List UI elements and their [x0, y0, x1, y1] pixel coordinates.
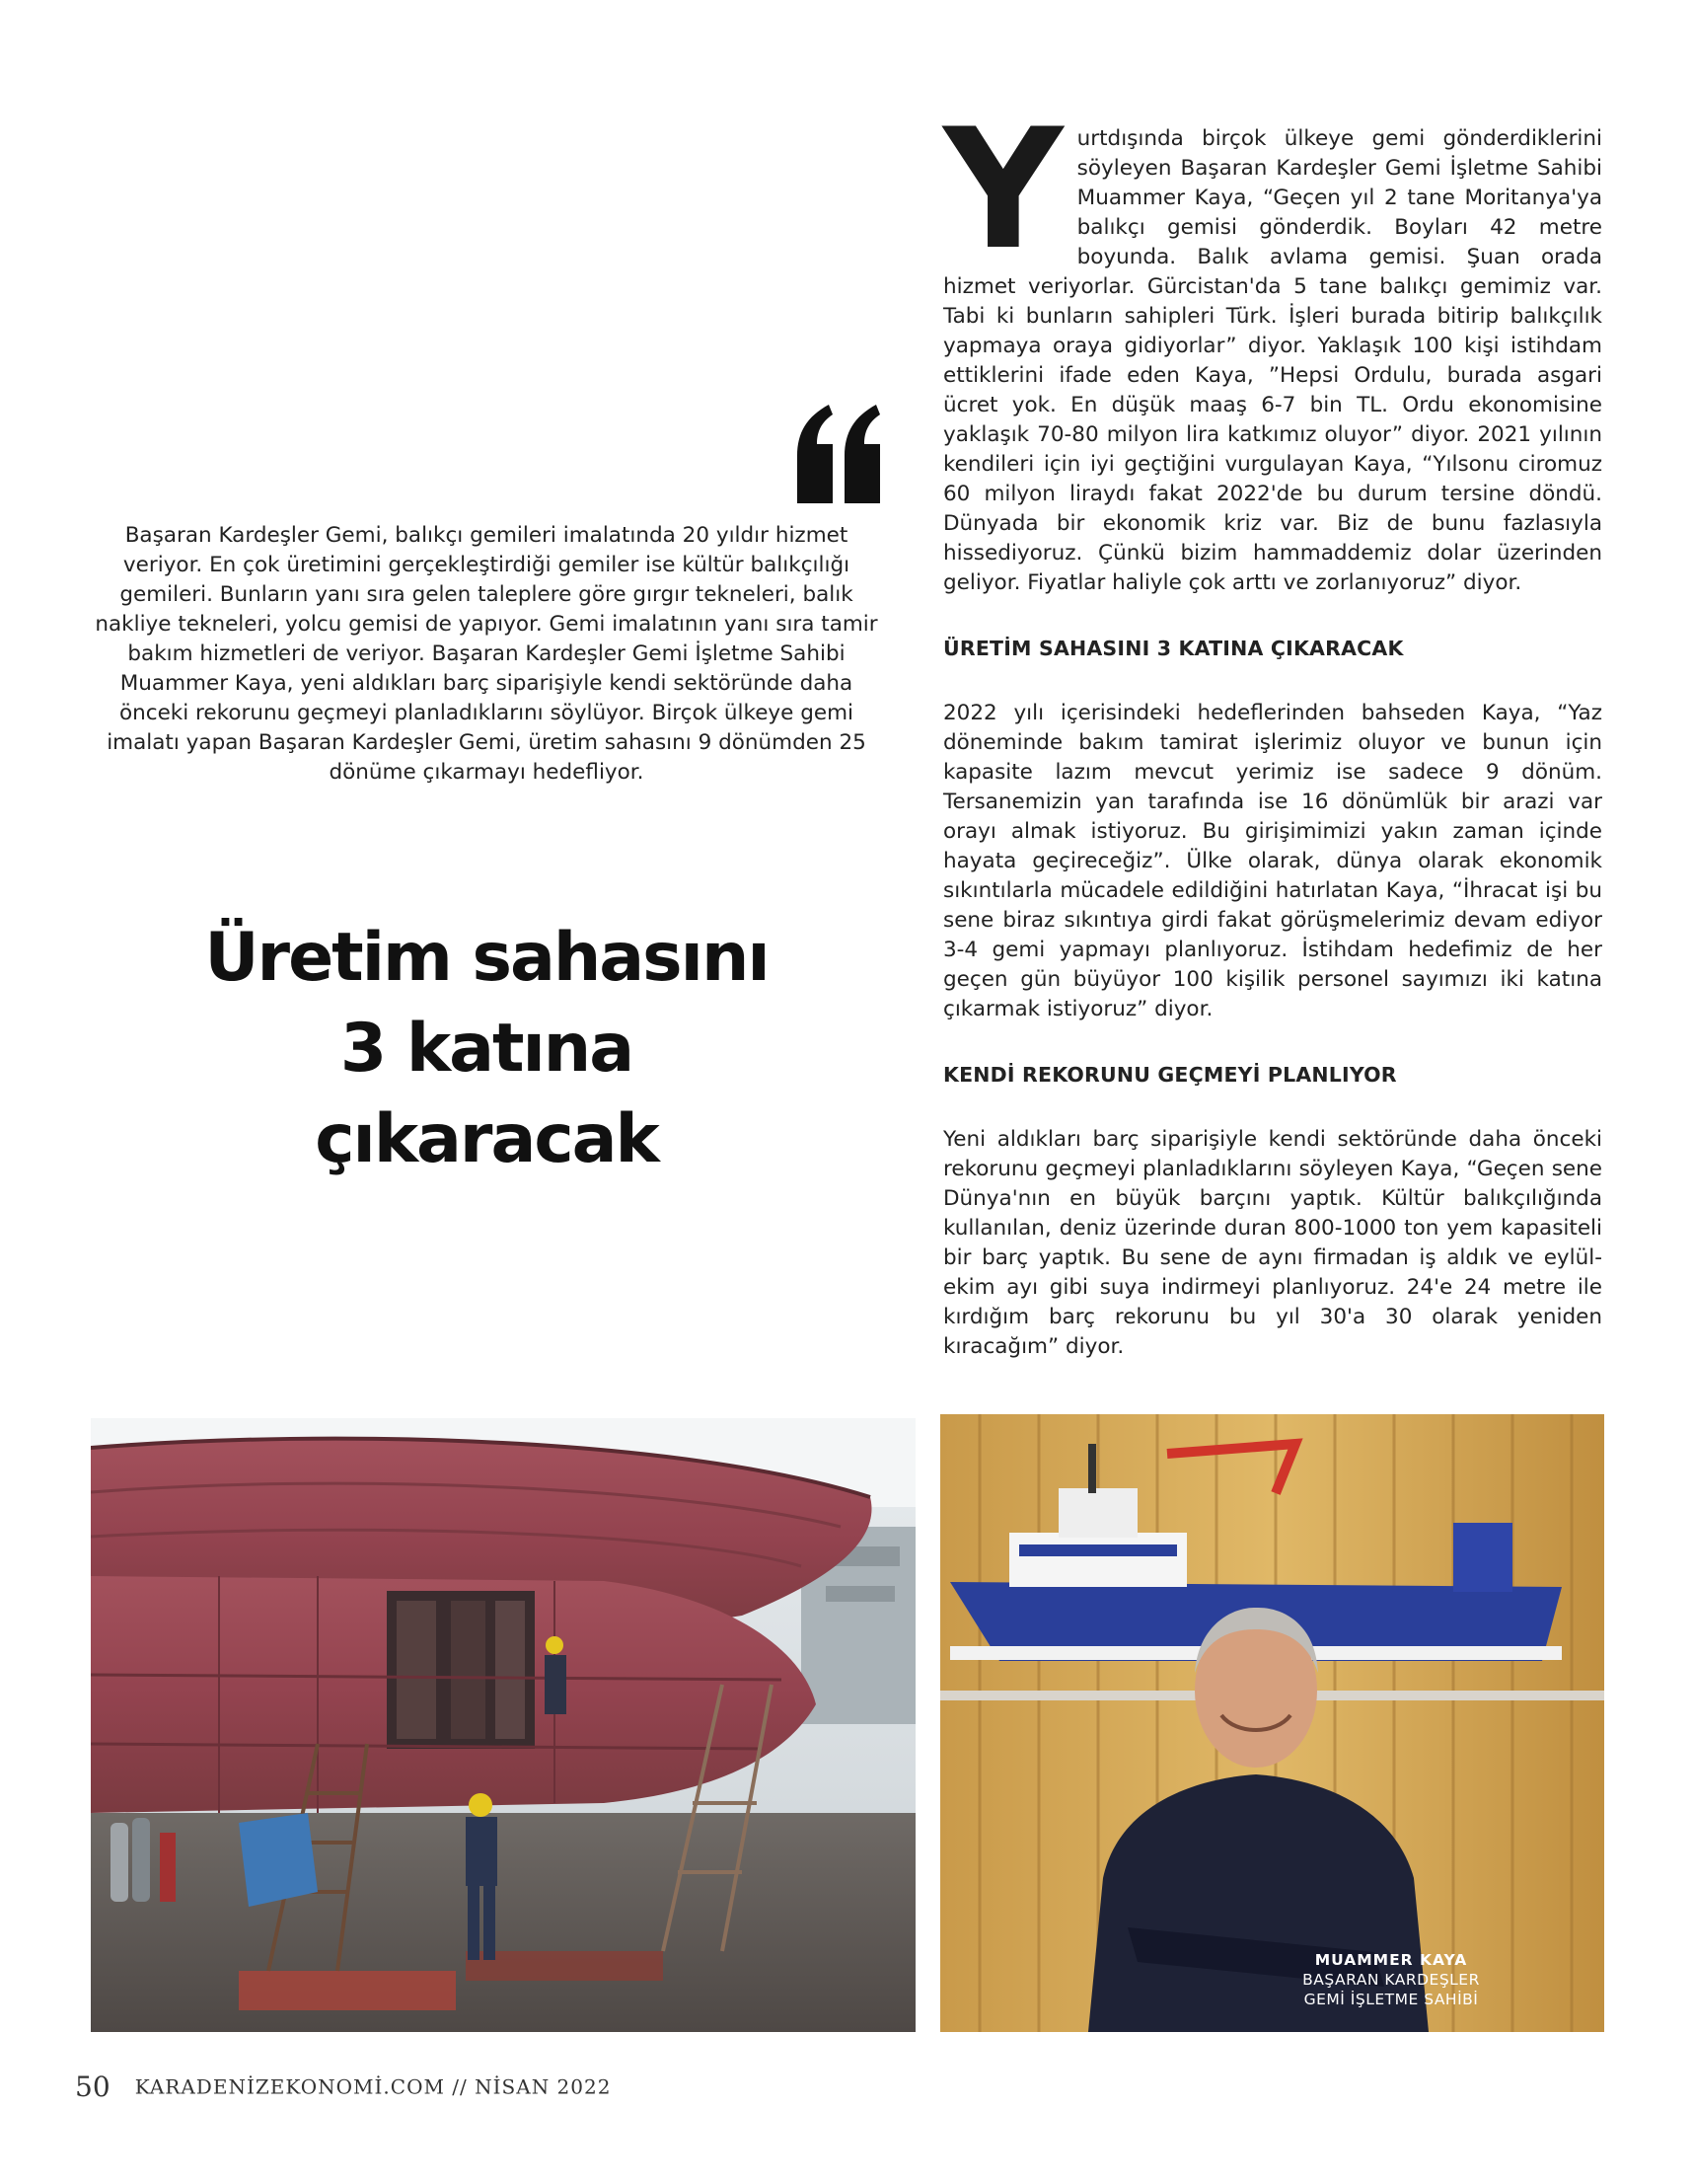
paragraph-1-text: urtdışında birçok ülkeye gemi gönderdiklerini söyleyen Başaran Kardeşler Gemi İşletme Sahibi Muammer Kaya, “Geçen yıl 2 tane Moritanya'ya balıkçı gemisi gönderdik. Boyları 42 metre boyunda. Balık avlama gemisi. Şuan orada hizmet veriyorlar. Gürcistan'da 5 tane balıkçı gemimiz var. Tabi ki bunların sahipleri Türk. İşleri burada bitirip balıkçılık yapmaya oraya gidiyorlar” diyor. Yaklaşık 100 kişi istihdam ettiklerini ifade eden Kaya, ”Hepsi Ordulu, burada asgari ücret yok. En düşük maaş 6-7 bin TL. Ordu ekonomisine yaklaşık 70-80 milyon lira katkımız oluyor” diyor. 2021 yılının kendileri için iyi geçtiğini vurgulayan Kaya, “Yılsonu ciromuz 60 milyon liraydı fakat 2022'de bu durum tersine döndü. Dünyada bir ekonomik kriz var. Biz de bunu fazlasıyla hissediyoruz. Çünkü bizim hammaddemiz dolar üzerinden geliyor. Fiyatlar haliyle çok arttı ve zorlanıyoruz” diyor. [943, 126, 1602, 595]
article-paragraph-1 [943, 93, 1602, 598]
subheading-1: ÜRETİM SAHASINI 3 KATINA ÇIKARACAK [943, 637, 1404, 660]
headline-line-2: 3 katına [339, 1010, 633, 1088]
shipyard-photo [91, 1418, 916, 2032]
footer-site: KARADENİZEKONOMİ.COM // NİSAN 2022 [134, 2074, 612, 2099]
caption-line-2: GEMİ İŞLETME SAHİBİ [1303, 1991, 1479, 2008]
quote-open-icon [789, 395, 888, 513]
drop-cap: Y [943, 93, 1064, 286]
caption-line-1: BAŞARAN KARDEŞLER [1302, 1971, 1480, 1989]
photo-caption [1253, 1950, 1529, 2009]
article-column [943, 93, 1602, 1362]
intro-block [87, 521, 886, 788]
headline [87, 913, 886, 1185]
article-paragraph-3: Yeni aldıkları barç siparişiyle kendi sektöründe daha önceki rekorunu geçmeyi planladıklarını söyleyen Kaya, “Geçen sene Dünya'nın en büyük barçını yaptık. Kültür balıkçılığında kullanılan, deniz üzerinde duran 800-1000 ton yem kapasiteli bir barç yaptık. Bu sene de aynı firmadan iş aldık ve eylül-ekim ayı gibi suya indirmeyi planlıyoruz. 24'e 24 metre ile kırdığım barç rekorunu bu yıl 30'a 30 olarak yeniden kıracağım” diyor. [943, 1127, 1602, 1359]
portrait-photo [940, 1414, 1604, 2032]
article-paragraph-2: 2022 yılı içerisindeki hedeflerinden bahseden Kaya, “Yaz döneminde bakım tamirat işlerimiz oluyor ve bunun için kapasite lazım mevcut yerimiz ise sadece 9 dönüm. Tersanemizin yan tarafında ise 16 dönümlük bir arazi var orayı almak istiyoruz. Bu girişimimizi yakın zaman içinde hayata geçireceğiz”. Ülke olarak, dünya olarak ekonomik sıkıntılarla mücadele edildiğini hatırlatan Kaya, “İhracat işi bu sene biraz sıkıntıya girdi fakat görüşmelerimiz devam ediyor 3-4 gemi yapmayı planlıyoruz. İstihdam hedefimiz de her geçen gün büyüyor 100 kişilik personel sayımızı iki katına çıkarmak istiyoruz” diyor. [943, 701, 1602, 1021]
page-number: 50 [75, 2071, 110, 2103]
page-footer [75, 2071, 611, 2110]
headline-line-3: çıkaracak [315, 1100, 658, 1178]
intro-text: Başaran Kardeşler Gemi, balıkçı gemileri imalatında 20 yıldır hizmet veriyor. En çok üretimini gerçekleştirdiği gemiler ise kültür balıkçılığı gemileri. Bunların yanı sıra gelen taleplere göre gırgır tekneleri, balık nakliye tekneleri, yolcu gemisi de yapıyor. Gemi imalatının yanı sıra tamir bakım hizmetleri de veriyor. Başaran Kardeşler Gemi İşletme Sahibi Muammer Kaya, yeni aldıkları barç siparişiyle kendi sektöründe daha önceki rekorunu geçmeyi planladıklarını söylüyor. Birçok ülkeye gemi imalatı yapan Başaran Kardeşler Gemi, üretim sahasını 9 dönümden 25 dönüme çıkarmayı hedefliyor. [95, 523, 878, 785]
headline-line-1: Üretim sahasını [204, 919, 769, 997]
subheading-2: KENDİ REKORUNU GEÇMEYİ PLANLIYOR [943, 1063, 1397, 1087]
caption-name: MUAMMER KAYA [1314, 1951, 1468, 1969]
